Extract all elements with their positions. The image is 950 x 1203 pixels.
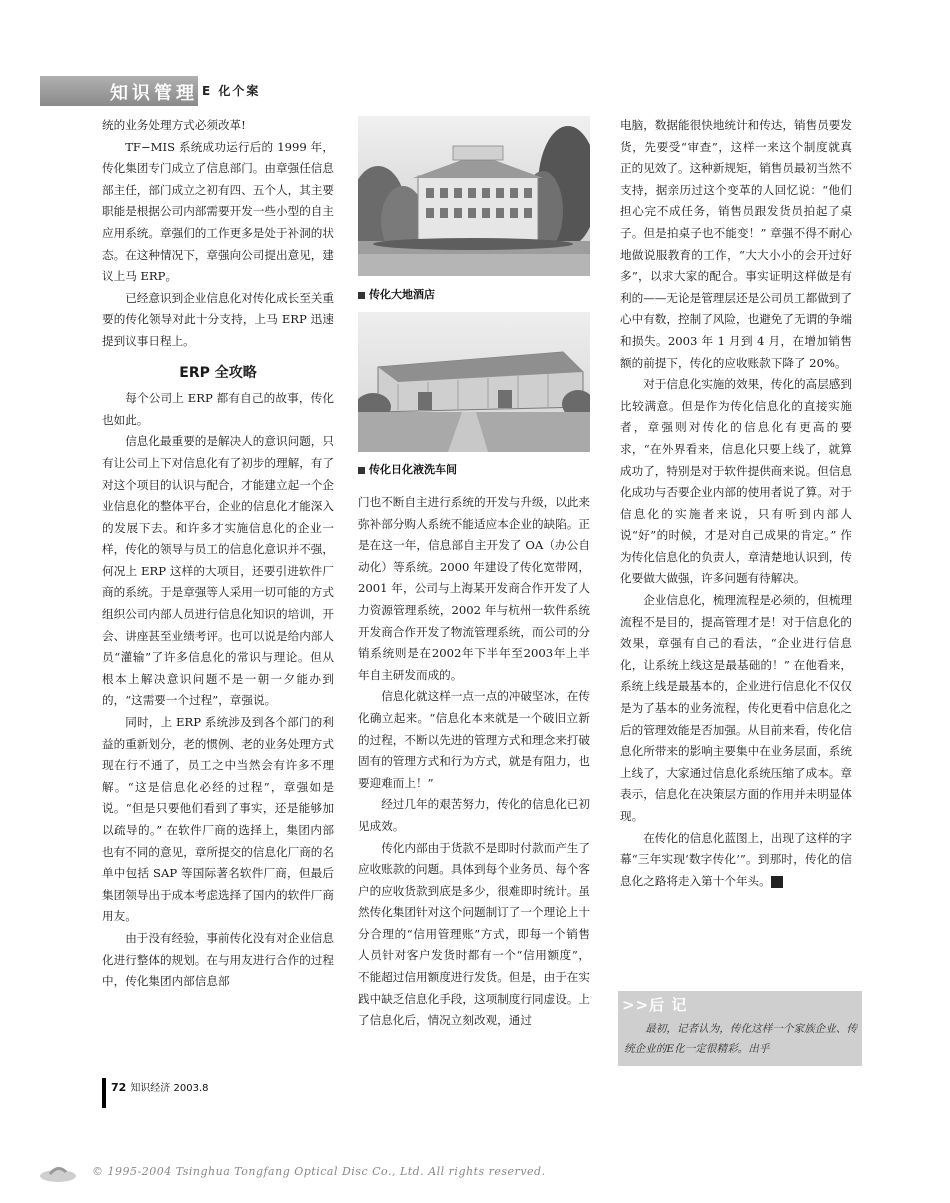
paragraph: 统的业务处理方式必须改革!	[102, 118, 246, 132]
paragraph: 对于信息化实施的效果，传化的高层感到比较满意。但是作为传化信息化的直接实施者，章强则对传化的信息化有更高的要求，“在外界看来，信息化只要上线了，就算成功了，特别是对于软件提供商来说。但信息化成功与否要企业内部的使用者说了算。对于信息化的实施者来说，只有听到内部人说“好”的时候，才是对自己成果的肯定。” 作为传化信息化的负责人，章清楚地认识到，传化要做大做强，许多问题有待解决。	[620, 377, 852, 586]
article-column-3	[620, 115, 852, 892]
postscript-title: >>后 记	[622, 996, 688, 1014]
workshop-photo-caption	[358, 461, 457, 477]
hotel-photo-caption	[358, 286, 435, 302]
end-mark-icon: 知	[771, 876, 783, 888]
paragraph: 电脑，数据能很快地统计和传达，销售员要发货，先要受“审查”，这样一来这个制度就真正的见效了。这种新规矩，销售员最初当然不支持，据亲历过这个变革的人回忆说：“他们担心完不成任务，销售员跟发货员拍起了桌子。但是拍桌子也不能变！” 章强不得不耐心地做说服教育的工作，“大大小小的会开过好多”，以求大家的配合。事实证明这样做是有利的——无论是管理层还是公司员工都做到了心中有数，控制了风险，也避免了无谓的争端和损失。2003 年 1 月到 4 月，在增加销售额的前提下，传化的应收账款下降了 20%。	[620, 118, 852, 370]
section-sub-label: E 化个案	[202, 84, 261, 98]
publisher-logo-icon	[38, 1162, 78, 1184]
paragraph: 每个公司上 ERP 都有自己的故事，传化也如此。	[102, 391, 334, 427]
paragraph-text: 在传化的信息化蓝图上，出现了这样的字幕“三年实现‘数字传化’”。到那时，传化的信息化之路将走入第十个年头。	[620, 830, 852, 888]
paragraph: 由于没有经验，事前传化没有对企业信息化进行整体的规划。在与用友进行合作的过程中，传化集团内部信息部	[102, 930, 334, 989]
hotel-photo-image	[358, 116, 590, 276]
workshop-photo-image	[358, 312, 590, 452]
paragraph: 传化内部由于货款不是即时付款而产生了应收账款的问题。具体到每个业务员、每个客户的应收货款到底是多少，很难即时统计。虽然传化集团针对这个问题制订了一个理论上十分合理的“信用管理账”方式，即每一个销售人员针对客户发货时都有一个“信用额度”，不能超过信用额度进行发货。但是，由于在实践中缺乏信息化手段，这项制度行同虚设。上了信息化后，情况立刻改观，通过	[358, 840, 590, 1028]
section-heading: ERP 全攻略	[179, 364, 257, 381]
journal-issue: 知识经济 2003.8	[130, 1083, 209, 1094]
paragraph: TF−MIS 系统成功运行后的 1999 年，传化集团专门成立了信息部门。由章强任信息部主任，部门成立之初有四、五个人，其主要职能是根据公司内部需要开发一些小型的自主应用系统。章强们的工作更多是处于补洞的状态。在这种情况下，章强向公司提出意见，建议上马 ERP。	[102, 139, 334, 284]
postscript-text: 最初，记者认为，传化这样一个家族企业、传统企业的E化一定很精彩。出乎	[624, 1023, 858, 1055]
caption-text: 传化大地酒店	[369, 288, 435, 301]
caption-text: 传化日化液洗车间	[369, 463, 457, 476]
section-label: 知识管理	[110, 83, 198, 104]
article-column-1	[102, 115, 334, 993]
paragraph: 同时，上 ERP 系统涉及到各个部门的利益的重新划分，老的惯例、老的业务处理方式现在行不通了，员工之中当然会有许多不理解。“这是信息化必经的过程”，章强如是说。“但是只要他们看到了事实，还是能够加以疏导的。” 在软件厂商的选择上，集团内部也有不同的意见，章所提交的信息化厂商的名单中包括 SAP 等国际著名软件厂商，但最后集团领导出于成本考虑选择了国内的软件厂商用友。	[102, 715, 334, 924]
paragraph: 信息化最重要的是解决人的意识问题，只有让公司上下对信息化有了初步的理解，有了对这个项目的认识与配合，才能建立起一个企业信息化的整体平台，企业的信息化才能深入的发展下去。和许多才实施信息化的企业一样，传化的领导与员工的信息化意识并不强，何况上 ERP 这样的大项目，还要引进软件厂商的系统。于是章强等人采用一切可能的方式组织公司内部人员进行信息化知识的培训，开会、讲座甚至业绩考评。也可以说是给内部人员“灌输”了许多信息化的常识与理论。但从根本上解决意识问题不是一朝一夕能办到的，“这需要一个过程”，章强说。	[102, 434, 334, 708]
hotel-photo	[358, 116, 590, 276]
page-footer	[111, 1079, 208, 1094]
caption-square-icon	[358, 292, 365, 299]
caption-square-icon	[358, 467, 365, 474]
paragraph	[620, 828, 852, 893]
paragraph: 企业信息化，梳理流程是必须的，但梳理流程不是目的，提高管理才是！对于信息化的效果，章强有自己的看法，“企业进行信息化，让系统上线这是最基础的！” 在他看来，系统上线是最基本的，企业进行信息化不仅仅是为了基本的业务流程，传化更看中信息化之后的管理效能是否加强。从目前来看，传化信息化所带来的影响主要集中在业务层面，系统上线了，大家通过信息化系统压缩了成本。章表示，信息化在决策层方面的作用并未明显体现。	[620, 593, 852, 823]
copyright-notice: © 1995-2004 Tsinghua Tongfang Optical Disc Co., Ltd. All rights reserved.	[92, 1165, 546, 1178]
article-column-2	[358, 492, 590, 1032]
postscript-box	[618, 991, 862, 1066]
paragraph: 门也不断自主进行系统的开发与升级，以此来弥补部分购人系统不能适应本企业的缺陷。正是在这一年，信息部自主开发了 OA（办公自动化）等系统。2000 年建设了传化宽带网，2001 年，公司与上海某开发商合作开发了人力资源管理系统，2002 年与杭州一软件系统开发商合作开发了物流管理系统，而公司的分销系统则是在2002年下半年至2003年上半年自主研发而成的。	[358, 495, 590, 682]
paragraph: 已经意识到企业信息化对传化成长至关重要的传化领导对此十分支持，上马 ERP 迅速提到议事日程上。	[102, 290, 334, 348]
paragraph: 信息化就这样一点一点的冲破坚冰，在传化确立起来。“信息化本来就是一个破旧立新的过程，不断以先进的管理方式和理念来打破固有的管理方式和行为方式，就是有阻力，也要迎难而上！”	[358, 689, 590, 790]
workshop-photo	[358, 312, 590, 452]
footer-bar	[102, 1078, 106, 1108]
page-number: 72	[111, 1081, 127, 1094]
paragraph: 经过几年的艰苦努力，传化的信息化已初见成效。	[358, 797, 590, 833]
